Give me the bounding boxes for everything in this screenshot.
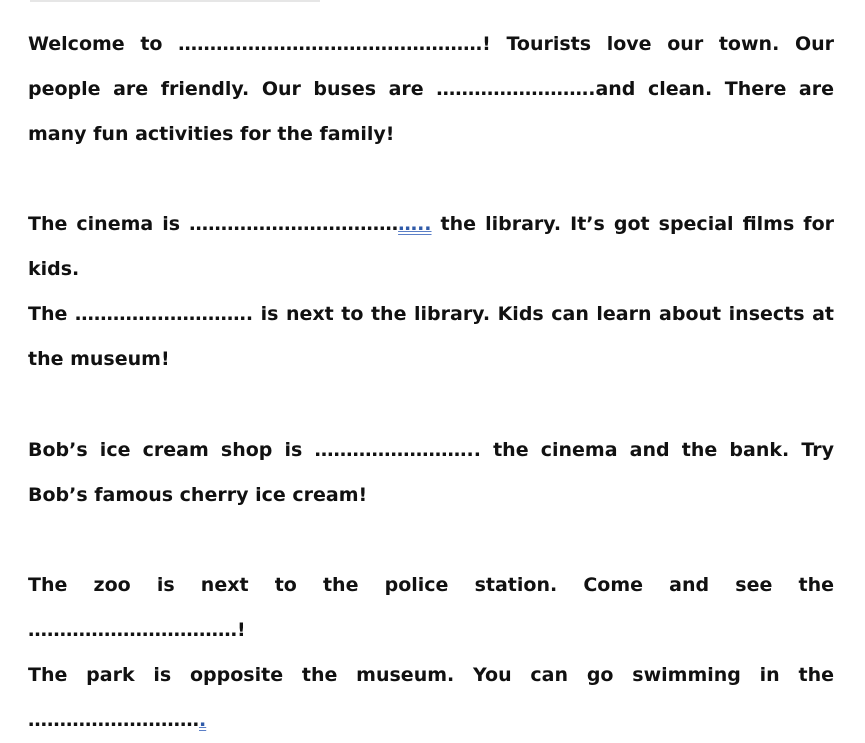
paragraph-park-text: The park is opposite the museum. You can go swimming in the ………………………	[28, 664, 834, 731]
paragraph-ice-cream	[28, 428, 834, 518]
paragraph-cinema	[28, 202, 834, 292]
paragraph-zoo	[28, 563, 834, 653]
paragraph-zoo-text: The zoo is next to the police station. Come and see the ……………………………!	[28, 574, 834, 641]
paragraph-cinema-text-end: the library. It’s got special films for kids.	[28, 213, 834, 280]
paragraph-welcome	[28, 22, 834, 157]
paragraph-park	[28, 653, 834, 743]
cinema-blank-link[interactable]: …..	[398, 213, 432, 235]
paragraph-welcome-text: Welcome to …………………………………………! Tourists love our town. Our people are friendly. Our buses are …………………….and clean. There are many fun activities for the family!	[28, 33, 834, 145]
paragraph-museum-text: The ………………………. is next to the library. Kids can learn about insects at the museum!	[28, 303, 834, 370]
paragraph-ice-cream-text: Bob’s ice cream shop is …………………….. the cinema and the bank. Try Bob’s famous cherry ice cream!	[28, 439, 834, 506]
paragraph-cinema-text-start: The cinema is ……………………………	[28, 213, 399, 235]
paragraph-museum	[28, 292, 834, 382]
park-blank-link[interactable]: .	[199, 709, 207, 731]
top-divider	[30, 0, 320, 2]
